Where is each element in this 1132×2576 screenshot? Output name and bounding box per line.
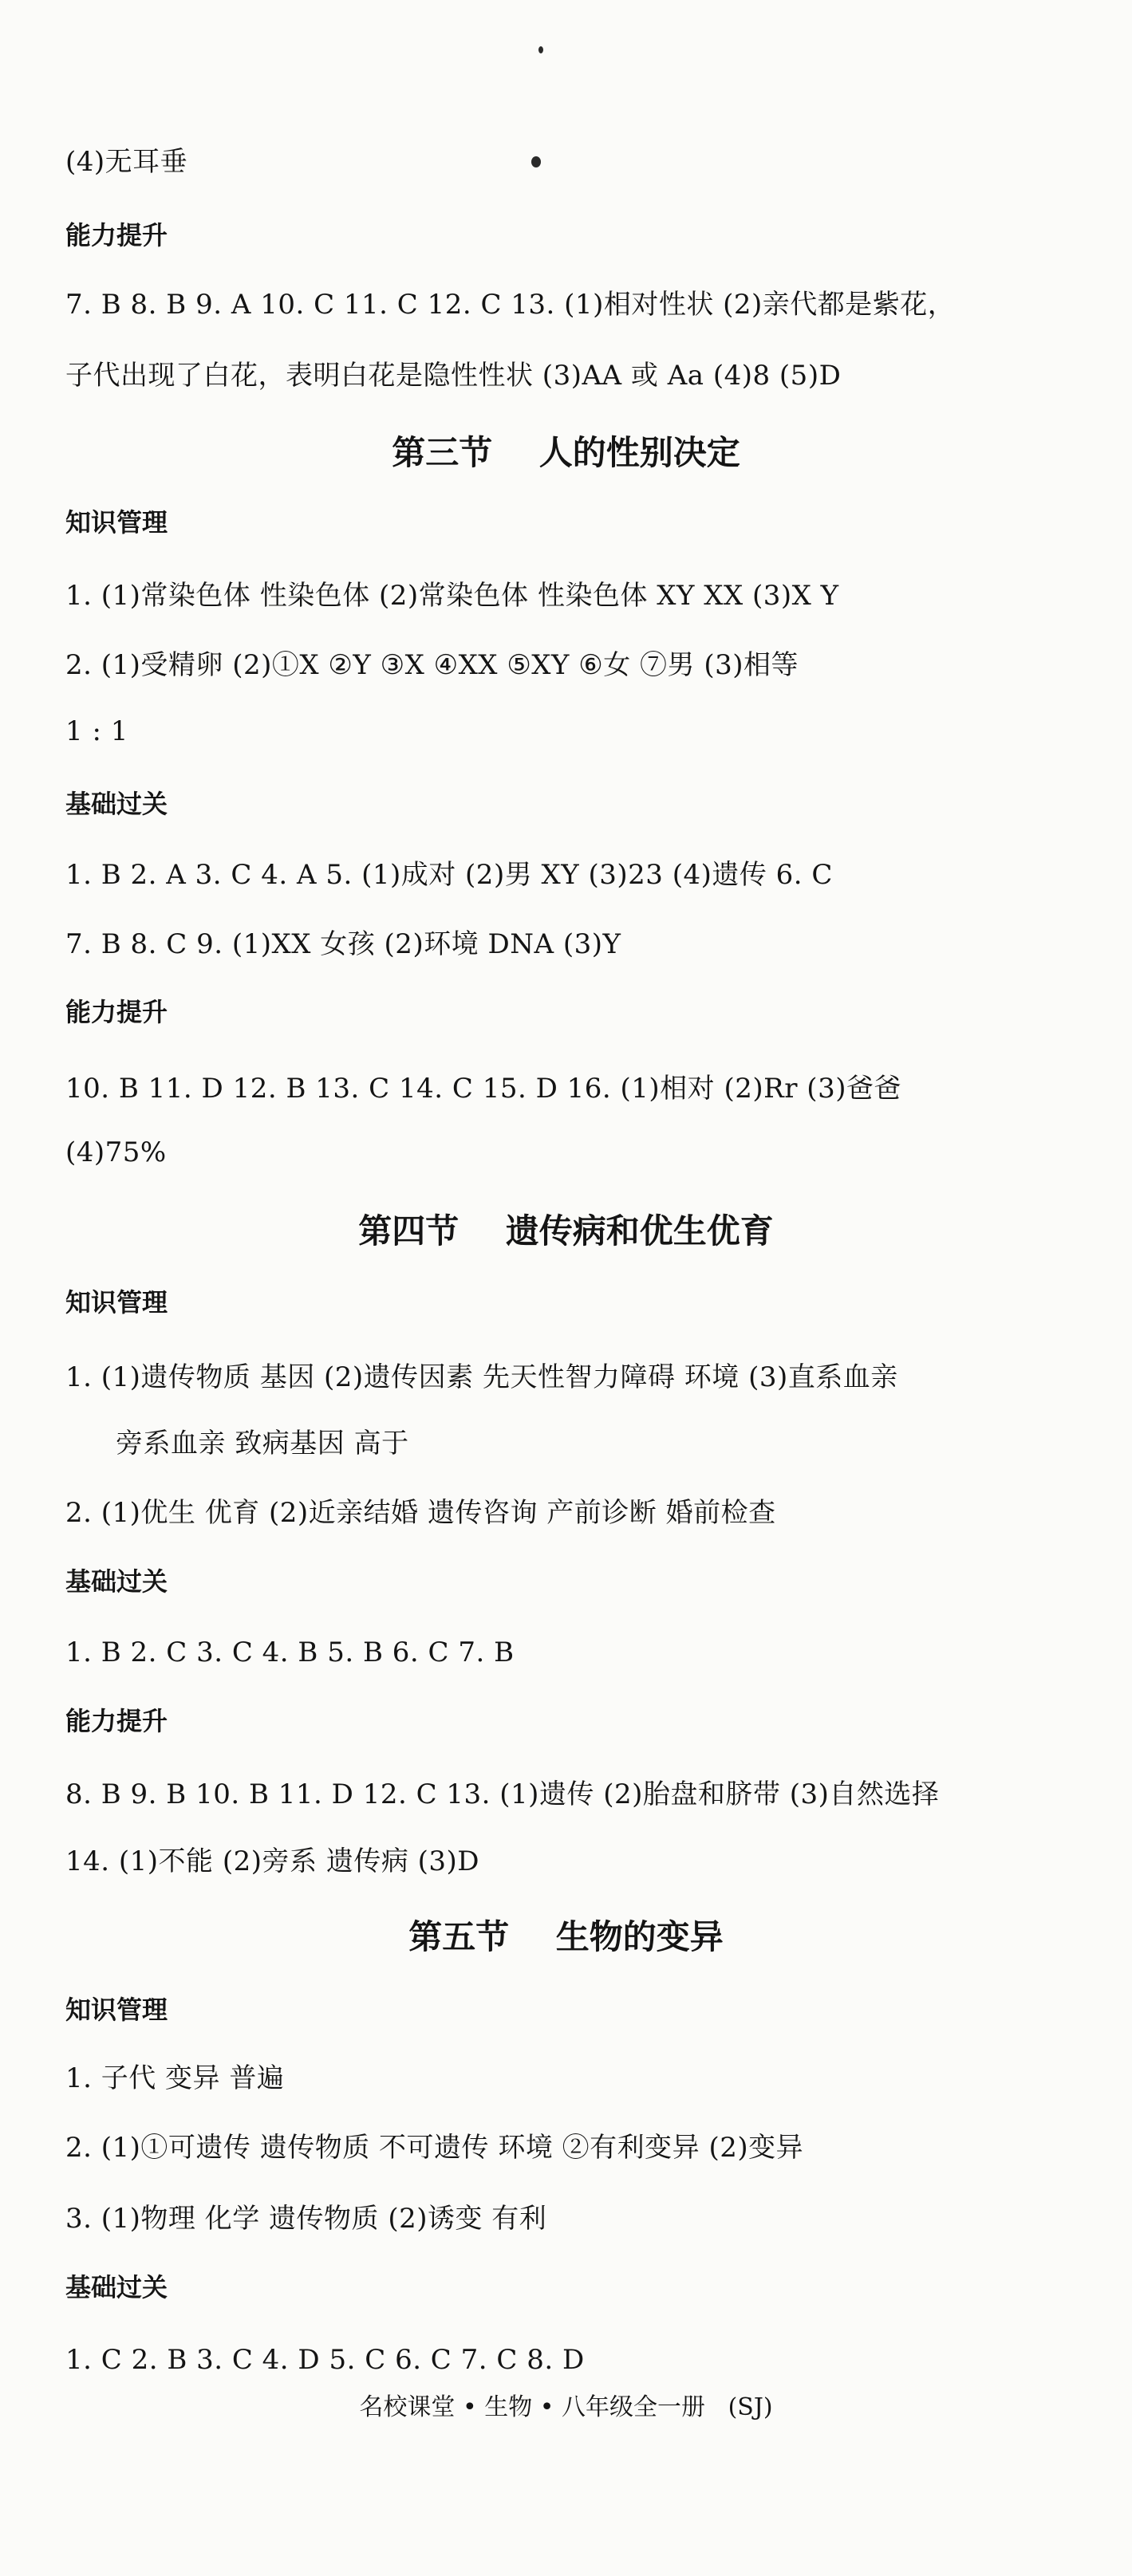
answer-line: 2. (1)优生 优育 (2)近亲结婚 遗传咨询 产前诊断 婚前检查 (65, 1497, 776, 1529)
answer-line: 14. (1)不能 (2)旁系 遗传病 (3)D (65, 1845, 480, 1877)
answer-line: 10. B 11. D 12. B 13. C 14. C 15. D 16. (1)相对 (2)Rr (3)爸爸 (65, 1073, 901, 1105)
ink-speck (531, 156, 541, 167)
answer-line: 1. B 2. A 3. C 4. A 5. (1)成对 (2)男 XY (3)23 (4)遗传 6. C (65, 859, 833, 891)
answer-line: 8. B 9. B 10. B 11. D 12. C 13. (1)遗传 (2)胎盘和脐带 (3)自然选择 (65, 1778, 940, 1810)
answer-line: 1 : 1 (65, 715, 128, 747)
section-title: 第五节 生物的变异 (408, 1917, 724, 1956)
answer-line: 7. B 8. C 9. (1)XX 女孩 (2)环境 DNA (3)Y (65, 928, 621, 960)
answer-line: (4)无耳垂 (65, 146, 188, 178)
answer-line: 2. (1)①可遗传 遗传物质 不可遗传 环境 ②有利变异 (2)变异 (65, 2132, 804, 2164)
ink-speck (538, 46, 543, 53)
section-label-basic: 基础过关 (65, 2272, 168, 2302)
answer-line: 3. (1)物理 化学 遗传物质 (2)诱变 有利 (65, 2203, 547, 2235)
answer-line: 子代出现了白花，表明白花是隐性性状 (3)AA 或 Aa (4)8 (5)D (65, 360, 842, 392)
section-label-knowledge: 知识管理 (65, 1287, 168, 1318)
section-label-ability: 能力提升 (65, 1706, 168, 1736)
answer-line: 1. 子代 变异 普遍 (65, 2062, 285, 2094)
answer-line: 1. (1)常染色体 性染色体 (2)常染色体 性染色体 XY XX (3)X Y (65, 580, 839, 612)
section-title: 第四节 遗传病和优生优育 (358, 1211, 774, 1251)
answer-line: 7. B 8. B 9. A 10. C 11. C 12. C 13. (1)相对性状 (2)亲代都是紫花， (65, 289, 956, 321)
answer-line: 1. B 2. C 3. C 4. B 5. B 6. C 7. B (65, 1637, 515, 1668)
answer-line: (4)75% (65, 1136, 167, 1168)
section-label-ability: 能力提升 (65, 997, 168, 1027)
section-label-knowledge: 知识管理 (65, 1995, 168, 2025)
section-label-basic: 基础过关 (65, 789, 168, 819)
section-label-basic: 基础过关 (65, 1566, 168, 1597)
answer-line: 2. (1)受精卵 (2)①X ②Y ③X ④XX ⑤XY ⑥女 ⑦男 (3)相等 (65, 649, 799, 681)
section-label-ability: 能力提升 (65, 220, 168, 250)
answer-line: 旁系血亲 致病基因 高于 (116, 1428, 409, 1459)
section-label-knowledge: 知识管理 (65, 507, 168, 538)
section-title: 第三节 人的性别决定 (392, 433, 740, 472)
answer-line: 1. C 2. B 3. C 4. D 5. C 6. C 7. C 8. D (65, 2344, 585, 2376)
answer-line: 1. (1)遗传物质 基因 (2)遗传因素 先天性智力障碍 环境 (3)直系血亲 (65, 1361, 898, 1393)
page-footer: 名校课堂 • 生物 • 八年级全一册 (SJ) (359, 2393, 773, 2421)
